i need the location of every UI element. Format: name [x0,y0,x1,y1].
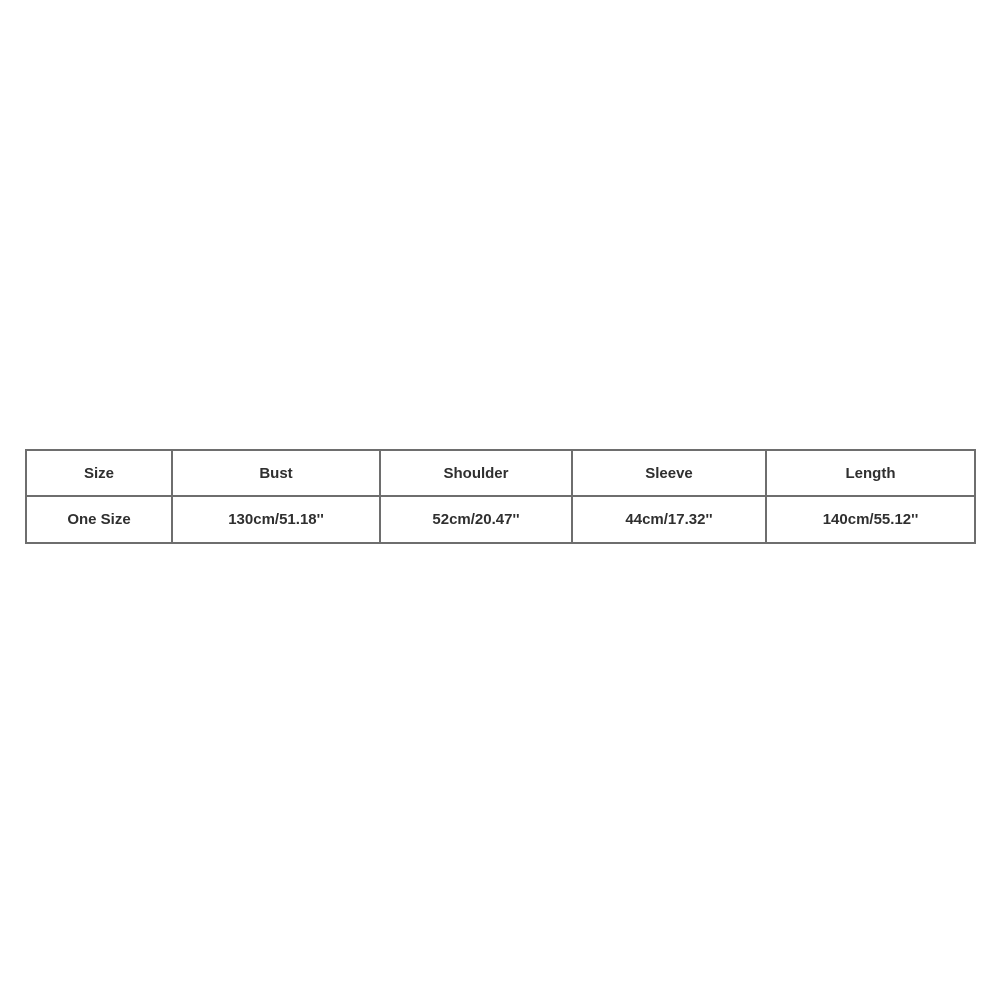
size-chart-table [25,449,976,544]
cell-shoulder-value: 52cm/20.47'' [380,496,572,543]
column-header-bust: Bust [172,450,380,496]
cell-size-value: One Size [26,496,172,543]
column-header-sleeve: Sleeve [572,450,766,496]
column-header-length: Length [766,450,975,496]
column-header-size: Size [26,450,172,496]
cell-length-value: 140cm/55.12'' [766,496,975,543]
column-header-shoulder: Shoulder [380,450,572,496]
cell-sleeve-value: 44cm/17.32'' [572,496,766,543]
table-row [26,496,975,543]
cell-bust-value: 130cm/51.18'' [172,496,380,543]
table-header-row [26,450,975,496]
